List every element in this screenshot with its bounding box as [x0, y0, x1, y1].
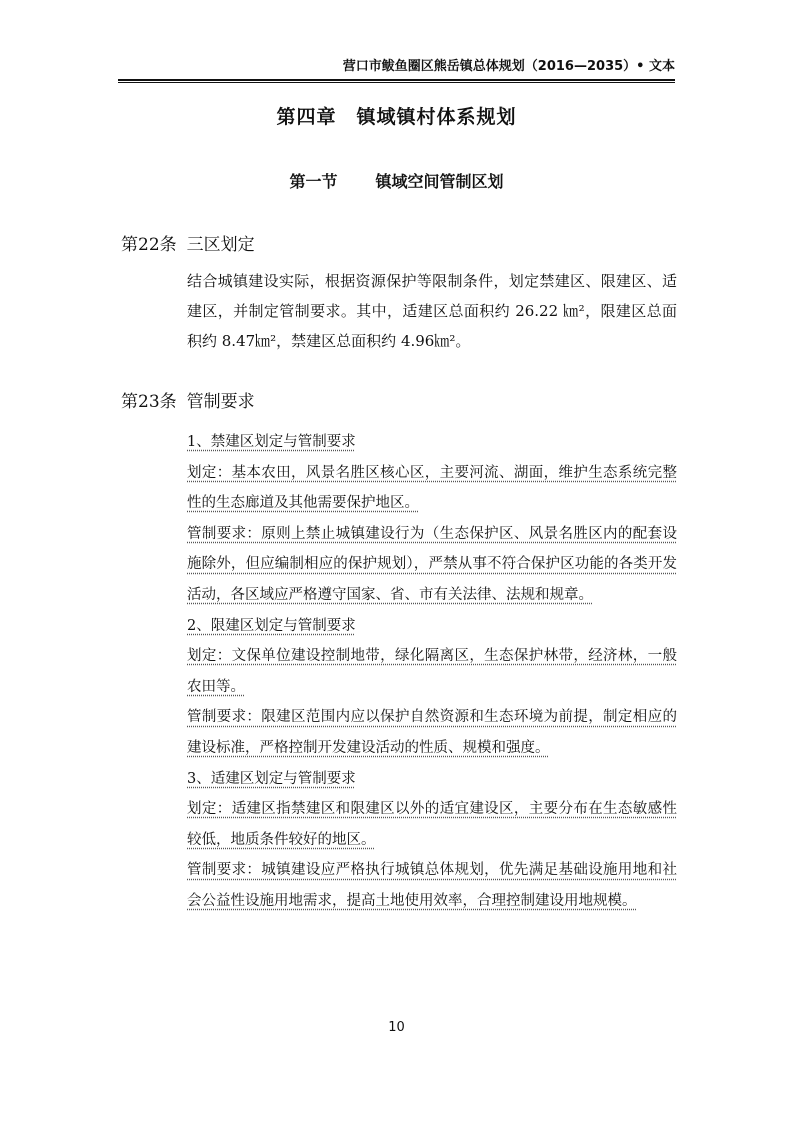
item-control: 管制要求：原则上禁止城镇建设行为（生态保护区、风景名胜区内的配套设施除外，但应编制相应的保护规划），严禁从事不符合保护区功能的各类开发活动，各区域应严格遵守国家、省、市有关法律、法规和规章。	[187, 525, 677, 603]
item-scope: 划定：文保单位建设控制地带，绿化隔离区，生态保护林带，经济林，一般农田等。	[187, 648, 677, 695]
article-number: 第23条	[121, 392, 177, 412]
running-header: 营口市鲅鱼圈区熊岳镇总体规划（2016—2035）• 文本	[342, 59, 675, 74]
item-control: 管制要求：城镇建设应严格执行城镇总体规划，优先满足基础设施用地和社会公益性设施用地需求，提高土地使用效率，合理控制建设用地规模。	[187, 862, 677, 909]
page-number: 10	[388, 1020, 405, 1035]
article-22-heading	[121, 232, 255, 258]
item-scope: 划定：基本农田，风景名胜区核心区，主要河流、湖面，维护生态系统完整性的生态廊道及其他需要保护地区。	[187, 464, 677, 512]
item-scope: 划定：适建区指禁建区和限建区以外的适宜建设区，主要分布在生态敏感性较低，地质条件较好的地区。	[187, 801, 677, 848]
article-title: 三区划定	[186, 235, 255, 255]
control-requirements	[187, 427, 677, 917]
section-title	[0, 170, 793, 194]
header-rule	[118, 79, 675, 83]
article-title: 管制要求	[186, 392, 255, 412]
section-number: 第一节	[289, 172, 338, 191]
chapter-title: 第四章 镇域镇村体系规划	[276, 106, 517, 128]
item-control: 管制要求：限建区范围内应以保护自然资源和生态环境为前提，制定相应的建设标准，严格控制开发建设活动的性质、规模和强度。	[187, 709, 677, 756]
section-name: 镇域空间管制区划	[375, 172, 504, 191]
item-heading: 3、适建区划定与管制要求	[187, 770, 356, 787]
item-heading: 2、限建区划定与管制要求	[187, 617, 356, 634]
article-23-heading	[121, 389, 255, 415]
item-heading: 1、禁建区划定与管制要求	[187, 434, 356, 450]
article-22-body: 结合城镇建设实际，根据资源保护等限制条件，划定禁建区、限建区、适建区，并制定管制要求。其中，适建区总面积约 26.22 ㎞²，限建区总面积约 8.47㎞²，禁建区总面积约 4.96㎞²。	[187, 272, 677, 350]
article-number: 第22条	[121, 235, 177, 255]
